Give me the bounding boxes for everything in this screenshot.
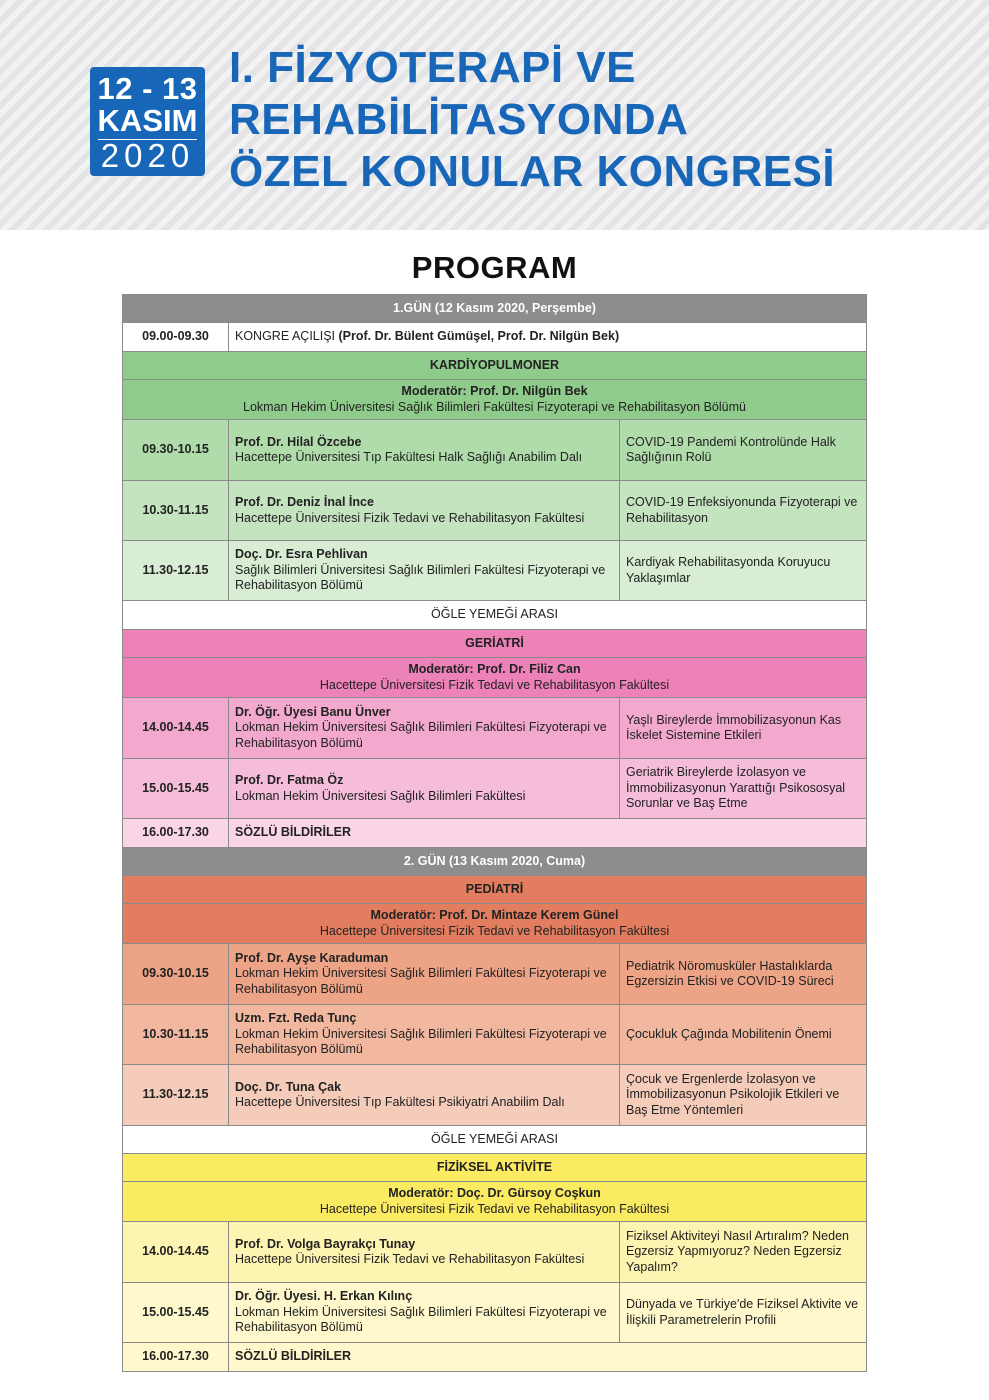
moderator-cell bbox=[123, 904, 866, 943]
session-title: KARDİYOPULMONER bbox=[429, 357, 560, 372]
speaker-affiliation: Lokman Hekim Üniversitesi Sağlık Bilimleri Fakültesi Fizyoterapi ve Rehabilitasyon Bölümü bbox=[235, 966, 607, 996]
oral-label: SÖZLÜ BİLDİRİLER bbox=[235, 1349, 351, 1364]
speaker-name: Doç. Dr. Tuna Çak bbox=[235, 1079, 342, 1094]
session-title: PEDİATRİ bbox=[465, 881, 524, 896]
speaker-cell bbox=[229, 1222, 620, 1282]
session-header-row bbox=[123, 876, 866, 904]
lunch-label: ÖĞLE YEMEĞİ ARASI bbox=[431, 607, 558, 622]
speaker-name: Prof. Dr. Hilal Özcebe bbox=[235, 434, 362, 449]
moderator-cell bbox=[123, 380, 866, 419]
talk-row bbox=[123, 698, 866, 759]
speaker-name: Uzm. Fzt. Reda Tunç bbox=[235, 1011, 357, 1026]
talk-row bbox=[123, 1065, 866, 1126]
speaker-cell bbox=[229, 1283, 620, 1342]
congress-title bbox=[229, 42, 949, 198]
talk-row bbox=[123, 1005, 866, 1065]
opening-label: KONGRE AÇILIŞI bbox=[235, 329, 336, 343]
session-header-row bbox=[123, 1154, 866, 1182]
day1-label: 1.GÜN (12 Kasım 2020, Perşembe) bbox=[393, 300, 596, 315]
speaker-affiliation: Hacettepe Üniversitesi Tıp Fakültesi Psikiyatri Anabilim Dalı bbox=[235, 1095, 565, 1109]
oral-time: 16.00-17.30 bbox=[123, 819, 229, 847]
talk-time: 14.00-14.45 bbox=[123, 1222, 229, 1282]
speaker-affiliation: Lokman Hekim Üniversitesi Sağlık Bilimleri Fakültesi bbox=[235, 788, 526, 803]
speaker-name: Prof. Dr. Volga Bayrakçı Tunay bbox=[235, 1236, 416, 1251]
moderator-row bbox=[123, 658, 866, 698]
program-heading: PROGRAM bbox=[411, 250, 578, 285]
talk-time: 15.00-15.45 bbox=[123, 759, 229, 818]
talk-time: 10.30-11.15 bbox=[123, 481, 229, 540]
date-days: 12 - 13 bbox=[97, 71, 198, 106]
moderator-cell bbox=[123, 1182, 866, 1221]
speaker-name: Dr. Öğr. Üyesi Banu Ünver bbox=[235, 704, 391, 719]
moderator-affiliation: Hacettepe Üniversitesi Fizik Tedavi ve Rehabilitasyon Fakültesi bbox=[319, 677, 670, 692]
talk-topic: COVID-19 Enfeksiyonunda Fizyoterapi ve Rehabilitasyon bbox=[626, 495, 858, 525]
day2-label: 2. GÜN (13 Kasım 2020, Cuma) bbox=[403, 853, 586, 868]
title-line-3: ÖZEL KONULAR KONGRESİ bbox=[229, 147, 836, 196]
talk-row bbox=[123, 420, 866, 481]
talk-row bbox=[123, 481, 866, 541]
talk-row bbox=[123, 944, 866, 1005]
speaker-name: Prof. Dr. Fatma Öz bbox=[235, 773, 344, 787]
oral-time: 16.00-17.30 bbox=[123, 1343, 229, 1371]
lunch-row bbox=[123, 1126, 866, 1154]
session-title: GERİATRİ bbox=[465, 635, 524, 650]
talk-topic: Pediatrik Nöromusküler Hastalıklarda Egzersizin Etkisi ve COVID-19 Süreci bbox=[626, 958, 834, 988]
title-line-2: REHABİLİTASYONDA bbox=[229, 95, 689, 144]
program-table bbox=[122, 294, 867, 1372]
speaker-affiliation: Lokman Hekim Üniversitesi Sağlık Bilimleri Fakültesi Fizyoterapi ve Rehabilitasyon Bölümü bbox=[235, 720, 607, 750]
opening-names: (Prof. Dr. Bülent Gümüşel, Prof. Dr. Nilgün Bek) bbox=[338, 329, 620, 343]
speaker-cell bbox=[229, 1065, 620, 1125]
talk-time: 15.00-15.45 bbox=[123, 1283, 229, 1342]
session-header-row bbox=[123, 630, 866, 658]
lunch-row bbox=[123, 601, 866, 630]
day1-header-row bbox=[123, 295, 866, 323]
moderator-affiliation: Hacettepe Üniversitesi Fizik Tedavi ve Rehabilitasyon Fakültesi bbox=[319, 1201, 670, 1216]
speaker-cell bbox=[229, 759, 620, 818]
talk-time: 09.30-10.15 bbox=[123, 420, 229, 480]
talk-topic: COVID-19 Pandemi Kontrolünde Halk Sağlığının Rolü bbox=[626, 434, 836, 464]
session-header-row bbox=[123, 352, 866, 380]
moderator-name: Moderatör: Prof. Dr. Mintaze Kerem Günel bbox=[370, 908, 619, 922]
talk-topic: Çocuk ve Ergenlerde İzolasyon ve İmmobilizasyonun Psikolojik Etkileri ve Baş Etme Yöntemleri bbox=[626, 1071, 840, 1117]
talk-topic: Geriatrik Bireylerde İzolasyon ve İmmobilizasyonun Yarattığı Psikososyal Sorunlar ve Baş Etme bbox=[626, 765, 846, 811]
session-title: FİZİKSEL AKTİVİTE bbox=[436, 1159, 553, 1174]
oral-label: SÖZLÜ BİLDİRİLER bbox=[235, 825, 351, 840]
talk-topic: Yaşlı Bireylerde İmmobilizasyonun Kas İskelet Sistemine Etkileri bbox=[626, 712, 842, 742]
talk-time: 11.30-12.15 bbox=[123, 1065, 229, 1125]
moderator-name: Moderatör: Prof. Dr. Nilgün Bek bbox=[401, 384, 588, 398]
talk-topic: Dünyada ve Türkiye'de Fiziksel Aktivite ve İlişkili Parametrelerin Profili bbox=[626, 1297, 859, 1327]
date-year: 2020 bbox=[100, 137, 195, 174]
lunch-label: ÖĞLE YEMEĞİ ARASI bbox=[431, 1131, 558, 1146]
oral-presentations-row bbox=[123, 1343, 866, 1371]
speaker-name: Dr. Öğr. Üyesi. H. Erkan Kılınç bbox=[235, 1289, 413, 1304]
talk-time: 14.00-14.45 bbox=[123, 698, 229, 758]
speaker-affiliation: Lokman Hekim Üniversitesi Sağlık Bilimleri Fakültesi Fizyoterapi ve Rehabilitasyon Bölümü bbox=[235, 1026, 607, 1057]
moderator-name: Moderatör: Prof. Dr. Filiz Can bbox=[408, 662, 581, 676]
title-line-1: I. FİZYOTERAPİ VE bbox=[229, 43, 636, 92]
moderator-cell bbox=[123, 658, 866, 697]
speaker-name: Prof. Dr. Deniz İnal İnce bbox=[235, 495, 374, 509]
opening-time: 09.00-09.30 bbox=[123, 323, 229, 351]
moderator-affiliation: Lokman Hekim Üniversitesi Sağlık Bilimleri Fakültesi Fizyoterapi ve Rehabilitasyon Bölümü bbox=[243, 399, 746, 414]
talk-row bbox=[123, 1222, 866, 1283]
speaker-cell bbox=[229, 944, 620, 1004]
speaker-cell bbox=[229, 420, 620, 480]
talk-topic: Kardiyak Rehabilitasyonda Koruyucu Yaklaşımlar bbox=[626, 555, 831, 585]
talk-time: 11.30-12.15 bbox=[123, 541, 229, 600]
day2-header-row bbox=[123, 848, 866, 876]
speaker-cell bbox=[229, 698, 620, 758]
opening-cell bbox=[229, 323, 866, 351]
speaker-affiliation: Hacettepe Üniversitesi Fizik Tedavi ve Rehabilitasyon Fakültesi bbox=[235, 510, 585, 525]
speaker-name: Prof. Dr. Ayşe Karaduman bbox=[235, 950, 389, 965]
moderator-row bbox=[123, 904, 866, 944]
speaker-cell bbox=[229, 541, 620, 600]
moderator-row bbox=[123, 1182, 866, 1222]
header-banner bbox=[0, 0, 989, 230]
talk-row bbox=[123, 1283, 866, 1343]
moderator-row bbox=[123, 380, 866, 420]
speaker-affiliation: Sağlık Bilimleri Üniversitesi Sağlık Bilimleri Fakültesi Fizyoterapi ve Rehabilitasyon Bölümü bbox=[235, 562, 606, 593]
opening-row bbox=[123, 323, 866, 352]
date-badge bbox=[90, 67, 205, 176]
moderator-affiliation: Hacettepe Üniversitesi Fizik Tedavi ve Rehabilitasyon Fakültesi bbox=[319, 923, 670, 938]
speaker-name: Doç. Dr. Esra Pehlivan bbox=[235, 547, 368, 562]
date-month: KASIM bbox=[97, 103, 198, 138]
speaker-affiliation: Lokman Hekim Üniversitesi Sağlık Bilimleri Fakültesi Fizyoterapi ve Rehabilitasyon Bölümü bbox=[235, 1304, 607, 1335]
speaker-affiliation: Hacettepe Üniversitesi Fizik Tedavi ve Rehabilitasyon Fakültesi bbox=[235, 1252, 585, 1266]
talk-topic: Çocukluk Çağında Mobilitenin Önemi bbox=[626, 1026, 832, 1041]
speaker-affiliation: Hacettepe Üniversitesi Tıp Fakültesi Halk Sağlığı Anabilim Dalı bbox=[235, 450, 583, 464]
moderator-name: Moderatör: Doç. Dr. Gürsoy Coşkun bbox=[388, 1186, 601, 1200]
speaker-cell bbox=[229, 481, 620, 540]
talk-time: 10.30-11.15 bbox=[123, 1005, 229, 1064]
talk-time: 09.30-10.15 bbox=[123, 944, 229, 1004]
speaker-cell bbox=[229, 1005, 620, 1064]
talk-row bbox=[123, 541, 866, 601]
oral-presentations-row bbox=[123, 819, 866, 848]
talk-topic: Fiziksel Aktiviteyi Nasıl Artıralım? Neden Egzersiz Yapmıyoruz? Neden Egzersiz Yapalım? bbox=[626, 1228, 849, 1274]
talk-row bbox=[123, 759, 866, 819]
